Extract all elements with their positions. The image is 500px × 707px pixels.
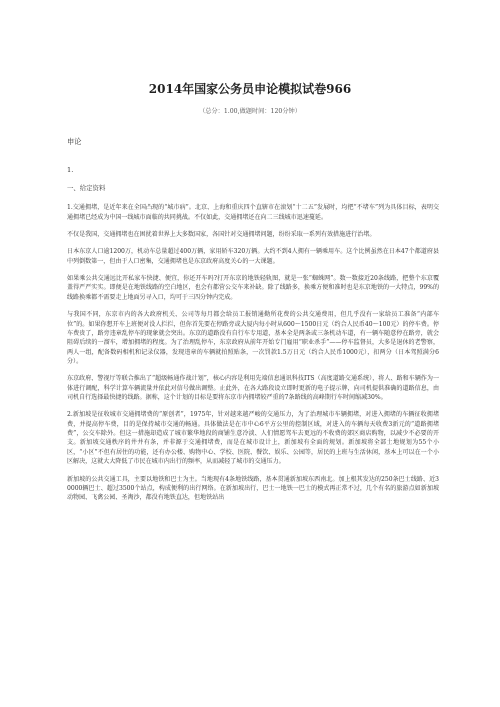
- paragraph: 东京政府、警视厅等联合推出了“超级畅通作战计划”，核心内容是利用先端信息通讯科技ITS（高度道路交通系统），将人、路和车辆作为一体进行调配，科学计算车辆流量并依此对信号做出调整。止此外，在各大路段设立即时更新的电子提示牌，向司机提供准确的道路信息，由司机自行选择最快捷的线路。据称，这个计划的目标是要将东京市内拥堵较严重的7条路线的高峰期行车时间缩减30%。: [67, 375, 439, 402]
- section-heading: 一、给定资料: [67, 184, 106, 193]
- paragraph: 如果乘公共交通远比开私家车快捷、便宜，你还开车吗?打开东京的地铁轻轨图，就是一张“蜘蛛网”。数一数接近20条线路，把整个东京覆盖得严严实实。即便是在地铁线路的空白地区，也会有都营公交车来补缺。除了线路多，换乘方便和准时也是东京地铁的一大特点，99%的线路换乘都不需要走上地面另寻入口，均可于三四分钟内完成。: [67, 275, 439, 301]
- paragraph: 1.交通拥堵，是近年来在全国凸现的“城市病”。北京、上海和重庆四个直辖市在滚划“十二五”发展时，均把“不堵车”列为具体目标，表明交通拥堵已经成为中国一线城市面临的共同挑战。不仅如此，交通拥堵还在向二三线城市迅速蔓延。: [67, 204, 439, 221]
- paragraph: 日本东京人口逾1200万，机动车总量超过400万辆，家用轿车320万辆。大约不到4人拥有一辆乘用车。这个比例虽然在日本47个都道府县中列倒数第一，但由于人口密集，交通拥堵也是东京政府高度关心的一大课题。: [67, 248, 439, 265]
- subject-label: 申论: [67, 137, 82, 146]
- page-title: 2014年国家公务员申论模拟试卷966: [148, 82, 352, 96]
- paragraph: 与我国不同，东京市内的各大政府机关、公司等每月都会给员工报销通勤所花费的公共交通费用，但几乎没有一家给员工准备“内部车位”的。如果你想开车上班便对没人拦拦，但你首先要在停路旁或大厦内每小时从600～1500日元（约合人民币40～100元）的停车费。停车费贵了，路旁违章乱停车的现象就会突出。东京的道路没有自行车专用道，基本全是两条或三条机动车道，有一辆车随意停在路旁，就会阻碍后续的一溜车，增加拥堵的程度。为了治理乱停车，东京政府从前年开始专门雇用“职业杀手”——停车监督员，大多是退休的老警察，两人一组，配备数码相机和记录仪器，发现违章的车辆就拍照贴条，一次罚款1.5万日元（约合人民币1000元），扣两分（日本驾照满分6分）。: [67, 311, 439, 365]
- paragraph: 新加坡的公共交通工具，主要以地铁和巴士为主。当地现有4条地铁线路，基本贯通新加坡东西南北。加上根其发达的250条巴士线路、近30000辆巴士、超过3500个站点，构成便利的出行网络。在新加坡出行，巴士一地铁一巴士的模式再正常不过，几个有名的旅游点如新加坡动物园、飞禽公园、圣淘沙，都没有地铁直达，但地铁站出: [67, 475, 439, 502]
- paragraph: 不仅是我国，交通拥堵也在困扰着世界上大多数国家，各国针对交通拥堵问题，纷纷采取一系列有效措施进行治堵。: [67, 231, 376, 239]
- paragraph: 2.新加坡是征收城市交通拥堵费的“原创者”，1975年，针对越来越严峻的交通压力，为了治理城市车辆拥堵，对进入拥堵的车辆征收拥堵费，并提高停车费，目的是保持城市交通的畅通。具体做法是在市中心6平方公里的控制区域，对进入的车辆每天收费3新元的“道路拥堵费”，公交车除外。但这一措施却造成了城市繁华地段的商铺生意冷淡、人们情愿驾车去更远的不收费的郊区商店购物，以减少不必要的开支。新加坡交通秩序的井井有条，并非源于交通拥堵费，而是在城市设计上，新加坡有全面的规划。新加坡将全部土地规划为55个小区，“小区”不但有居住的功能，还有办公楼、购物中心、学校、医院、餐饮、娱乐、公园等，居民的上班与生活休闲，基本上可以在一个小区解决，这就大大降低了市民在城市内出行的频率，从而减轻了城市的交通压力。: [67, 411, 439, 466]
- exam-meta: （总分：1.00,做题时间：120分钟）: [199, 108, 301, 115]
- document-body: [67, 136, 439, 511]
- question-number: 1.: [67, 166, 74, 175]
